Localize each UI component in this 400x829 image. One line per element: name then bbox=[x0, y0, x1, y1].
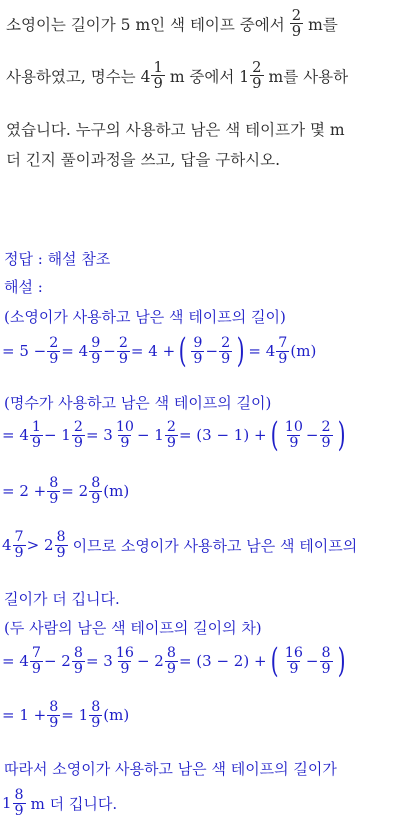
heading-soyoung: (소영이가 사용하고 남은 색 테이프의 길이) bbox=[4, 308, 286, 326]
equation-myeongsu-result: = 2 + $\frac{8}{9}$ = 2 8 9 (m) bbox=[2, 475, 130, 507]
question-line-3: 였습니다. 누구의 사용하고 남은 색 테이프가 몇 m bbox=[6, 121, 345, 139]
answer-line: 정답 : 해설 참조 bbox=[4, 250, 111, 268]
question-text: 소영이는 길이가 5 m인 색 테이프 중에서 bbox=[6, 15, 285, 34]
equation-myeongsu: = 4 1 9 − 1 $\frac{2}{9}$ = 3 10 9 − 1 $\frac{2}{9}$ = (3 − 1) + ( 10 9 − $\frac{2}{9}$ ) bbox=[2, 415, 346, 456]
explanation-label: 해설 : bbox=[4, 278, 43, 296]
equation-difference: = 4 7 9 − 2 $\frac{8}{9}$ = 3 16 9 − 2 $\frac{8}{9}$ = (3 − 2) + ( 16 9 − $\frac{8}{9}$ ) bbox=[2, 641, 346, 682]
conclusion-line-2: 1 8 9 m 더 깁니다. bbox=[2, 787, 118, 819]
heading-myeongsu: (명수가 사용하고 남은 색 테이프의 길이) bbox=[4, 394, 272, 412]
heading-difference: (두 사람의 남은 색 테이프의 길이의 차) bbox=[4, 619, 262, 637]
question-line-1: 소영이는 길이가 5 m인 색 테이프 중에서 2 9 m를 bbox=[6, 7, 338, 41]
question-line-4: 더 긴지 풀이과정을 쓰고, 답을 구하시오. bbox=[6, 151, 281, 169]
conclusion-line-1: 따라서 소영이가 사용하고 남은 색 테이프의 길이가 bbox=[4, 760, 337, 778]
fraction: 2 9 bbox=[252, 59, 262, 93]
fraction: 1 9 bbox=[153, 59, 163, 93]
fraction: 2 9 bbox=[291, 7, 302, 41]
equation-soyoung: = 5 − $\frac{2}{9}$ = 4 9 9 − $\frac{2}{9}$ = 4 + ( 9 9 − $\frac{2}{9}$ ) = 4 7 9 (m) bbox=[2, 331, 317, 372]
equation-difference-result: = 1 + $\frac{8}{9}$ = 1 8 9 (m) bbox=[2, 699, 130, 731]
comparison-result: 길이가 더 깁니다. bbox=[4, 590, 120, 608]
question-line-2: 사용하였고, 명수는 4 1 9 m 중에서 1 2 9 m를 사용하 bbox=[6, 59, 349, 93]
comparison-line: 4 7 9 > 2 8 9 이므로 소영이가 사용하고 남은 색 테이프의 bbox=[2, 529, 358, 561]
